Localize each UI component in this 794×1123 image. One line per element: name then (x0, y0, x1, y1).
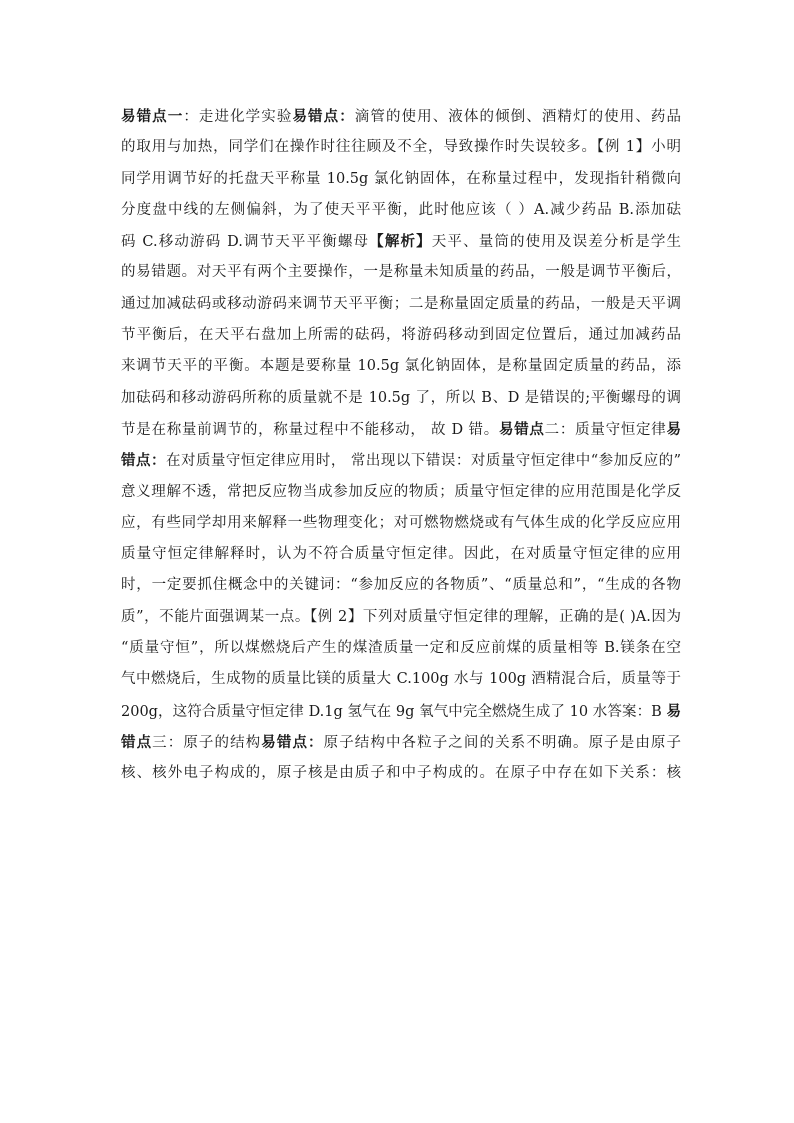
text-run: 通过加减砝码或移动游码来调节天平平衡；二是称量固定质量的药品，一般是天平调 (121, 295, 681, 312)
text-line (121, 508, 681, 539)
text-run: 质量守恒定律解释时，认为不符合质量守恒定律。因此，在对质量守恒定律的应用 (121, 546, 681, 563)
text-run: 气中燃烧后，生成物的质量比镁的质量大 C.100g 水与 100g 酒精混合后，质量等于 (121, 671, 681, 688)
text-line (121, 101, 681, 132)
text-line (121, 758, 681, 789)
text-run: 在对质量守恒定律应用时， 常出现以下错误：对质量守恒定律中“参加反应的” (165, 453, 681, 470)
text-run: 时，一定要抓住概念中的关键词：“参加反应的各物质”、“质量总和”，“生成的各物 (121, 577, 681, 594)
text-run: 意义理解不透，常把反应物当成参加反应的物质；质量守恒定律的应用范围是化学反 (121, 483, 681, 500)
text-run: 200g，这符合质量守恒定律 D.1g 氢气在 9g 氧气中完全燃烧生成了 10 水答案：B (121, 703, 667, 720)
text-line (121, 383, 681, 414)
text-run: 码 C.移动游码 D.调节天平平衡螺母 (121, 234, 370, 251)
text-line (121, 257, 681, 288)
text-line (121, 477, 681, 508)
text-line (121, 696, 681, 727)
text-line (121, 664, 681, 695)
text-run: ：走进化学实验 (183, 109, 293, 125)
text-run: 的易错题。对天平有两个主要操作，一是称量未知质量的药品，一般是调节平衡后， (121, 264, 681, 281)
bold-term: 【解析】 (369, 233, 432, 251)
bold-term: 易错点： (292, 108, 355, 125)
text-run: 天平、量筒的使用及误差分析是学生 (431, 234, 681, 251)
text-line (121, 602, 681, 633)
text-line (121, 289, 681, 320)
text-line (121, 195, 681, 226)
bold-term: 错点： (121, 452, 166, 470)
document-body-text (121, 101, 681, 790)
bold-term: 易 (666, 420, 681, 438)
text-line (121, 320, 681, 351)
text-line (121, 226, 681, 257)
text-line (121, 633, 681, 664)
text-run: 同学用调节好的托盘天平称量 10.5g 氯化钠固体，在称量过程中，发现指针稍微向 (121, 170, 681, 187)
bold-term: 易错点 (498, 420, 545, 438)
text-run: 加砝码和移动游码所称的质量就不是 10.5g 了，所以 B、D 是错误的;平衡螺母的调 (121, 389, 681, 406)
bold-term: 错点 (121, 733, 153, 751)
text-run: 分度盘中线的左侧偏斜，为了使天平平衡，此时他应该（ ）A.减少药品 B.添加砝 (121, 201, 681, 218)
text-run: 三：原子的结构 (152, 734, 262, 751)
text-run: “质量守恒”，所以煤燃烧后产生的煤渣质量一定和反应前煤的质量相等 B.镁条在空 (121, 640, 681, 657)
text-run: 核、核外电子构成的，原子核是由质子和中子构成的。在原子中存在如下关系：核 (121, 765, 681, 782)
text-run: 节是在称量前调节的，称量过程中不能移动， 故 D 错。 (121, 421, 499, 438)
text-run: 质”，不能片面强调某一点。【例 2】下列对质量守恒定律的理解，正确的是( )A.因为 (121, 608, 681, 625)
text-run: 应，有些同学却用来解释一些物理变化；对可燃物燃烧或有气体生成的化学反应应用 (121, 514, 681, 531)
bold-term: 易 (666, 702, 681, 720)
text-run: 的取用与加热，同学们在操作时往往顾及不全，导致操作时失误较多。【例 1】小明 (121, 139, 681, 156)
text-line (121, 414, 681, 445)
text-line (121, 727, 681, 758)
text-line (121, 164, 681, 195)
text-run: 原子结构中各粒子之间的关系不明确。原子是由原子 (323, 734, 681, 751)
text-line (121, 351, 681, 382)
text-line (121, 539, 681, 570)
bold-term: 易错点一 (121, 108, 184, 125)
text-run: 来调节天平的平衡。本题是要称量 10.5g 氯化钠固体，是称量固定质量的药品，添 (121, 358, 681, 375)
text-line (121, 570, 681, 601)
text-line (121, 132, 681, 163)
text-run: 滴管的使用、液体的倾倒、酒精灯的使用、药品 (354, 109, 681, 125)
text-line (121, 445, 681, 476)
bold-term: 易错点： (261, 733, 324, 751)
text-run: 二：质量守恒定律 (544, 421, 667, 438)
text-run: 节平衡后，在天平右盘加上所需的砝码，将游码移动到固定位置后，通过加减药品 (121, 327, 681, 344)
